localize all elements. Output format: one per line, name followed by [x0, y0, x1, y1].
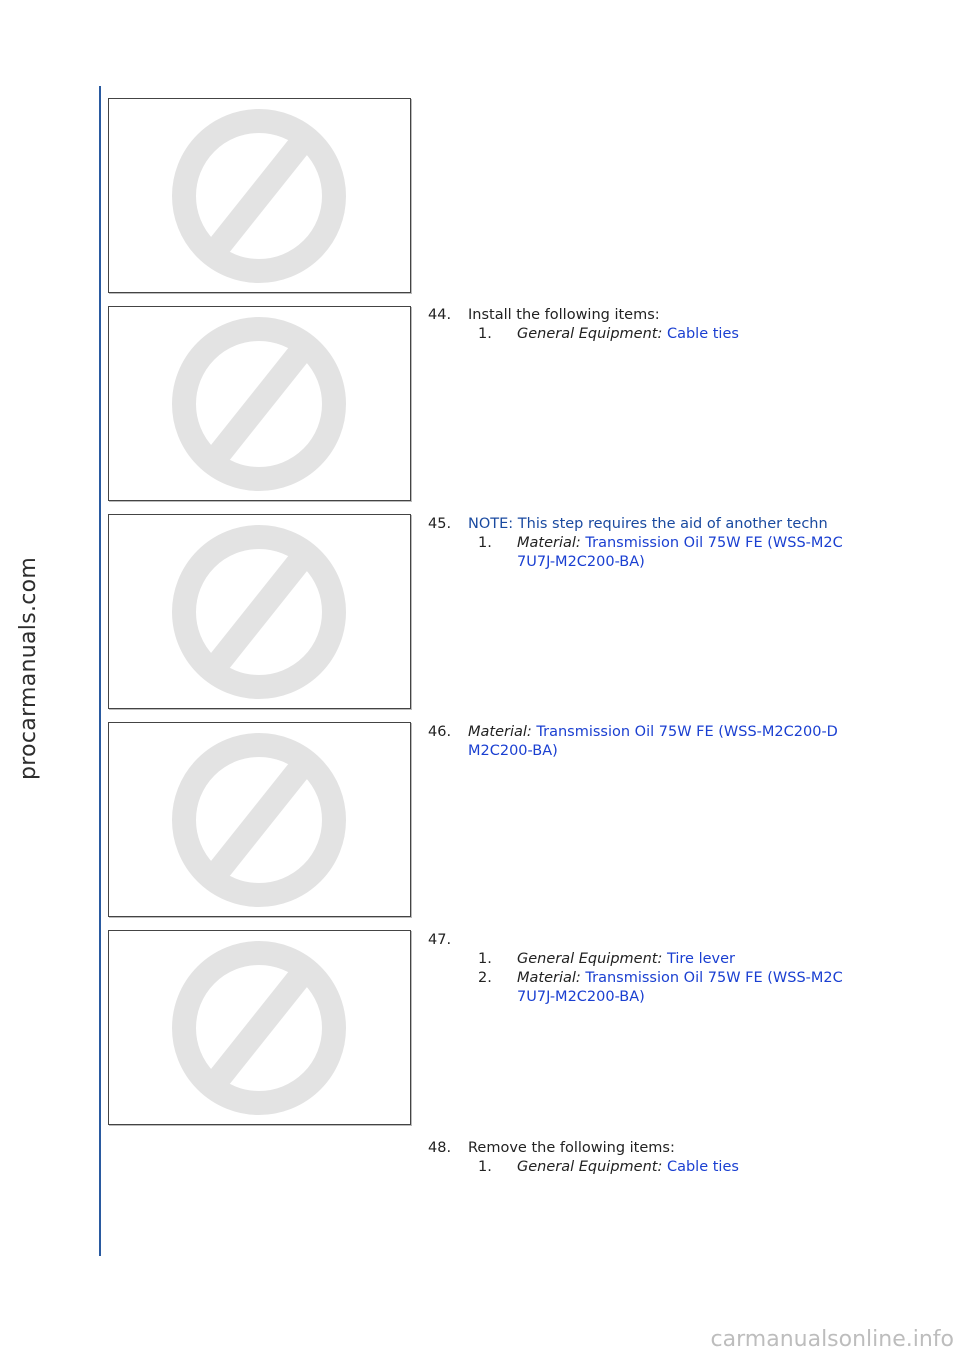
substep-label: General Equipment:	[517, 951, 663, 967]
bottom-watermark: carmanualsonline.info	[710, 1327, 954, 1352]
step-number: 44.	[428, 307, 452, 323]
figure-placeholder-4	[108, 722, 411, 917]
substep	[428, 325, 873, 344]
step-number: 47.	[428, 932, 452, 948]
no-image-icon	[109, 99, 412, 294]
step-number: 46.	[428, 724, 452, 740]
step-text: Install the following items:	[468, 307, 660, 323]
substep	[428, 534, 873, 553]
substep-number: 1.	[478, 326, 492, 342]
figure-placeholder-2	[108, 306, 411, 501]
no-image-icon	[109, 307, 412, 502]
no-image-icon	[109, 723, 412, 918]
material-link-cont[interactable]: 7U7J-M2C200-BA)	[517, 554, 645, 570]
step-46	[428, 723, 873, 761]
substep-label: Material:	[517, 535, 581, 551]
substep-label: Material:	[517, 970, 581, 986]
step-45	[428, 515, 873, 572]
step-44	[428, 306, 873, 344]
equipment-link[interactable]: Tire lever	[666, 951, 735, 967]
figure-placeholder-5	[108, 930, 411, 1125]
equipment-link[interactable]: Cable ties	[666, 1159, 739, 1175]
material-link-cont[interactable]: M2C200-BA)	[468, 743, 558, 759]
material-link[interactable]: Transmission Oil 75W FE (WSS-M2C200-D	[536, 724, 838, 740]
figure-placeholder-1	[108, 98, 411, 293]
substep	[428, 950, 873, 969]
substep-number: 1.	[478, 535, 492, 551]
step-48	[428, 1139, 873, 1177]
substep	[428, 969, 873, 988]
substep-label: General Equipment:	[517, 326, 663, 342]
substep-number: 1.	[478, 1159, 492, 1175]
no-image-icon	[109, 515, 412, 710]
step-number: 45.	[428, 516, 452, 532]
left-margin-rule	[99, 86, 101, 1256]
step-label: Material:	[468, 724, 532, 740]
substep-number: 1.	[478, 951, 492, 967]
material-link[interactable]: Transmission Oil 75W FE (WSS-M2C	[585, 535, 843, 551]
no-image-icon	[109, 931, 412, 1126]
equipment-link[interactable]: Cable ties	[666, 326, 739, 342]
step-47	[428, 931, 873, 1007]
step-text: Remove the following items:	[468, 1140, 675, 1156]
side-watermark: procarmanuals.com	[16, 556, 41, 780]
substep-number: 2.	[478, 970, 492, 986]
material-link-cont[interactable]: 7U7J-M2C200-BA)	[517, 989, 645, 1005]
substep	[428, 1158, 873, 1177]
material-link[interactable]: Transmission Oil 75W FE (WSS-M2C	[585, 970, 843, 986]
substep-label: General Equipment:	[517, 1159, 663, 1175]
figure-placeholder-3	[108, 514, 411, 709]
step-number: 48.	[428, 1140, 452, 1156]
step-note: NOTE: This step requires the aid of another techn	[468, 516, 828, 532]
